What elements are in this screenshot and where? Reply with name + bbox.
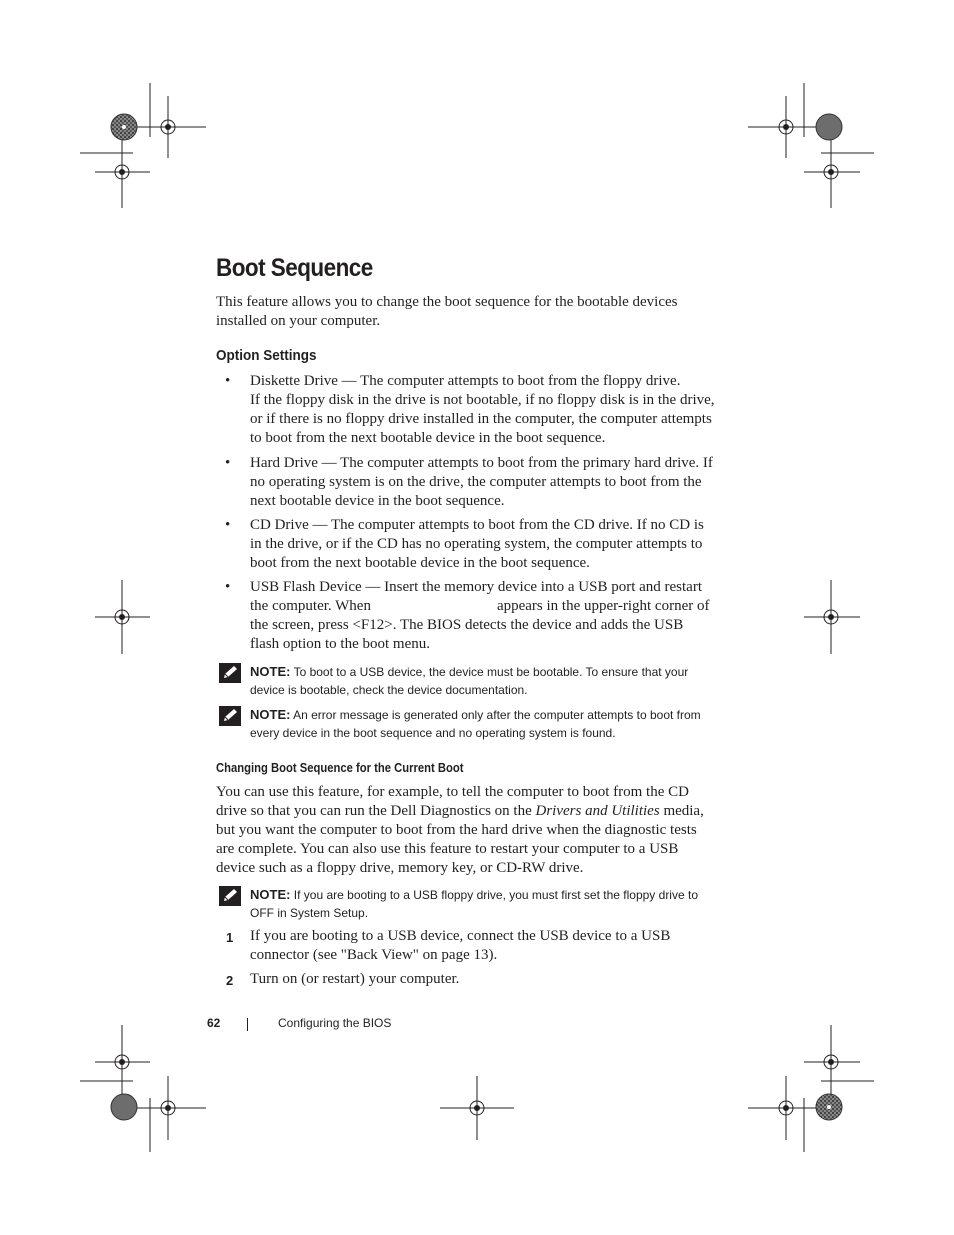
color-target-icon [111,114,137,140]
step-number: 2 [226,973,234,988]
chapter-title: Configuring the BIOS [278,1016,392,1030]
intro-paragraph: This feature allows you to change the boot sequence for the bootable devices installed on your computer. [216,294,678,329]
color-target-icon [816,114,842,140]
page-number: 62 [207,1016,221,1030]
list-item-term: Diskette Drive — [250,373,357,389]
color-target-icon [111,1094,137,1120]
note-pencil-icon [219,886,241,906]
list-item-term: USB Flash Device — [250,579,381,595]
note-pencil-icon [219,663,241,683]
footer-divider [247,1018,248,1031]
option-settings-heading: Option Settings [216,347,317,364]
note-pencil-icon [219,706,241,726]
page-title: Boot Sequence [216,254,373,282]
list-item-term: Hard Drive [250,455,318,471]
step-number: 1 [226,930,234,945]
list-item-term: CD Drive [250,517,309,533]
changing-boot-sequence-heading: Changing Boot Sequence for the Current Boot [216,761,464,775]
changing-paragraph: You can use this feature, for example, to tell the computer to boot from the CD drive so that you can run the Dell Diagnostics on the Drivers and Utilities media, but you want the computer to boot from the hard drive when the diagnostic tests are complete. You can also use this feature to restart your computer to a USB device such as a floppy drive, memory key, or CD-RW drive. [216,784,704,876]
color-target-icon [816,1094,842,1120]
